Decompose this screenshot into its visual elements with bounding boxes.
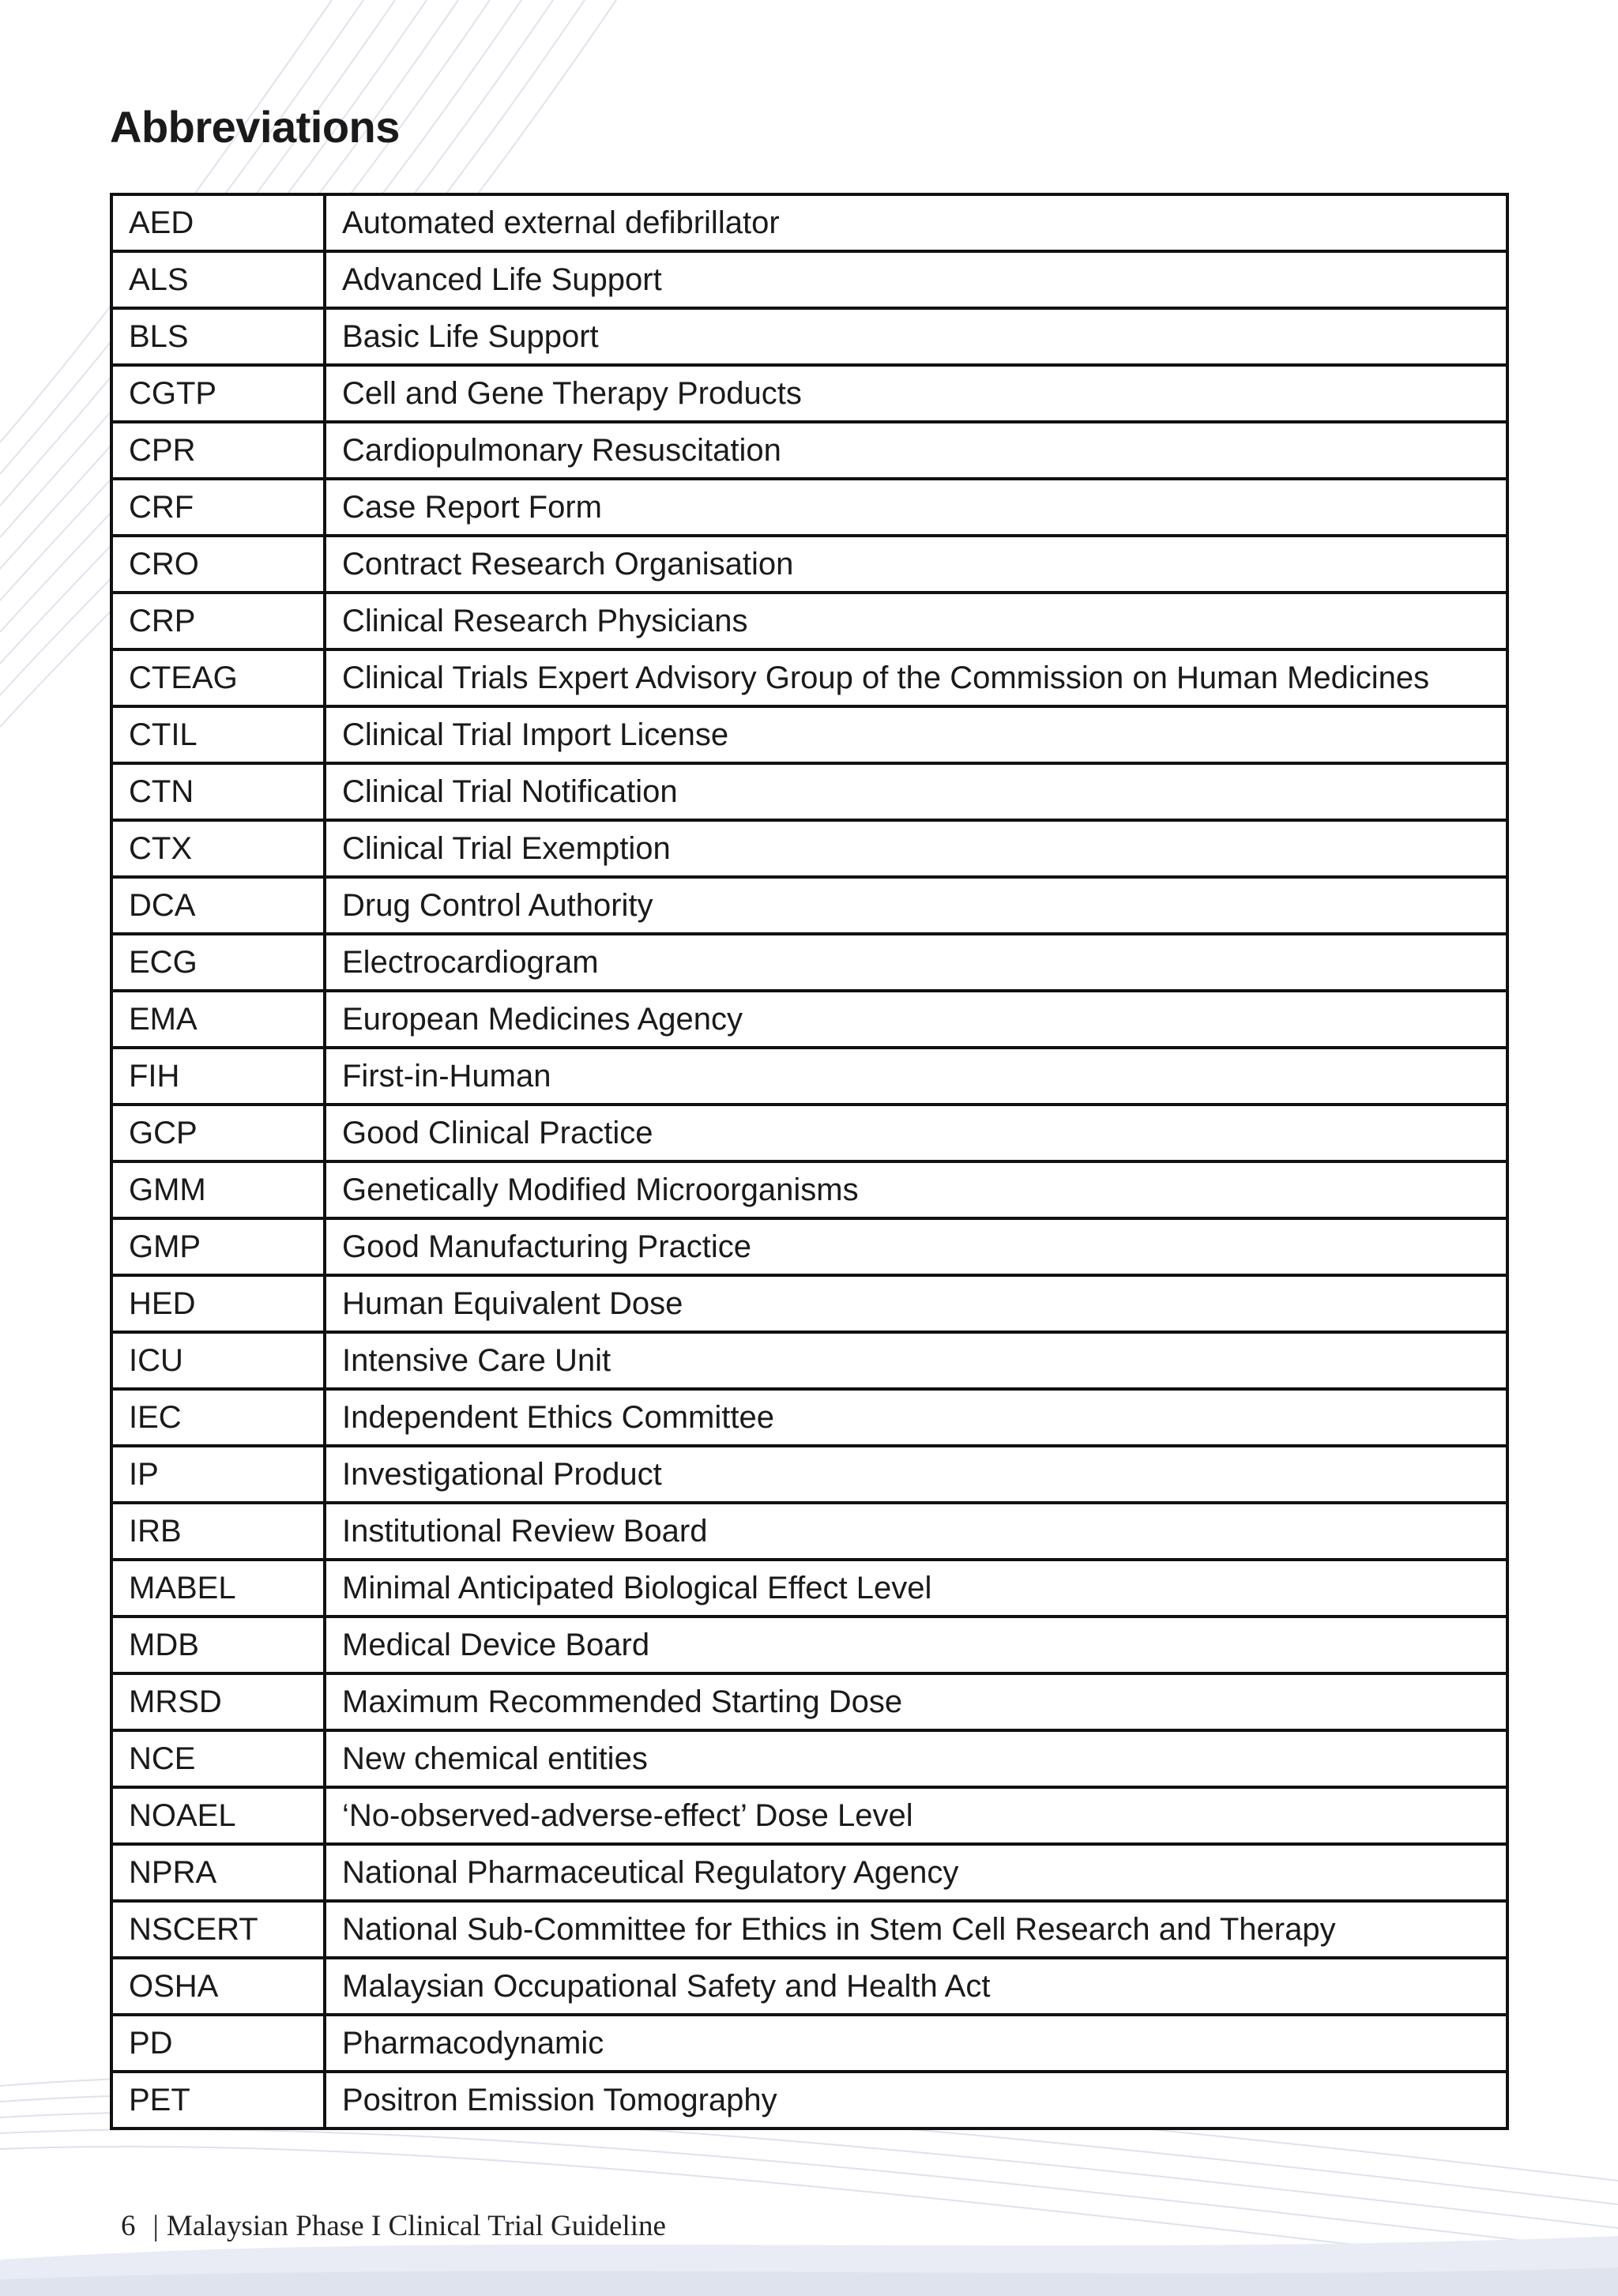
abbreviation-cell: MRSD <box>111 1673 325 1730</box>
meaning-cell: Case Report Form <box>325 479 1507 536</box>
abbreviation-cell: CPR <box>111 422 325 479</box>
table-row <box>111 1673 1507 1730</box>
table-row <box>111 365 1507 422</box>
table-row <box>111 1787 1507 1844</box>
table-row <box>111 877 1507 934</box>
abbreviation-cell: DCA <box>111 877 325 934</box>
meaning-cell: Drug Control Authority <box>325 877 1507 934</box>
abbreviation-cell: ALS <box>111 251 325 308</box>
abbreviation-cell: NPRA <box>111 1844 325 1901</box>
table-row <box>111 194 1507 251</box>
table-row <box>111 1503 1507 1560</box>
abbreviation-cell: CRP <box>111 593 325 649</box>
page-footer <box>121 2209 666 2243</box>
abbreviation-cell: PET <box>111 2072 325 2129</box>
meaning-cell: Positron Emission Tomography <box>325 2072 1507 2129</box>
table-row <box>111 649 1507 706</box>
meaning-cell: Clinical Trials Expert Advisory Group of the Commission on Human Medicines <box>325 649 1507 706</box>
table-row <box>111 1560 1507 1617</box>
meaning-cell: Investigational Product <box>325 1446 1507 1503</box>
meaning-cell: European Medicines Agency <box>325 991 1507 1048</box>
page-title: Abbreviations <box>110 102 400 152</box>
abbreviation-cell: HED <box>111 1275 325 1332</box>
table-row <box>111 1275 1507 1332</box>
abbreviation-cell: AED <box>111 194 325 251</box>
abbreviation-cell: CTIL <box>111 706 325 763</box>
table-row <box>111 763 1507 820</box>
abbreviation-cell: CRF <box>111 479 325 536</box>
meaning-cell: Clinical Research Physicians <box>325 593 1507 649</box>
meaning-cell: ‘No-observed-adverse-effect’ Dose Level <box>325 1787 1507 1844</box>
table-row <box>111 1218 1507 1275</box>
abbreviation-cell: NSCERT <box>111 1901 325 1958</box>
table-row <box>111 706 1507 763</box>
abbreviation-cell: CGTP <box>111 365 325 422</box>
table-row <box>111 422 1507 479</box>
meaning-cell: Advanced Life Support <box>325 251 1507 308</box>
abbreviation-cell: MDB <box>111 1617 325 1673</box>
abbreviation-cell: GMM <box>111 1161 325 1218</box>
abbreviation-cell: FIH <box>111 1048 325 1105</box>
meaning-cell: Electrocardiogram <box>325 934 1507 991</box>
meaning-cell: New chemical entities <box>325 1730 1507 1787</box>
meaning-cell: Contract Research Organisation <box>325 536 1507 593</box>
page-number: 6 <box>121 2210 136 2242</box>
abbreviation-cell: PD <box>111 2015 325 2072</box>
abbreviation-cell: GMP <box>111 1218 325 1275</box>
abbreviation-cell: BLS <box>111 308 325 365</box>
abbreviation-cell: GCP <box>111 1105 325 1161</box>
meaning-cell: Clinical Trial Notification <box>325 763 1507 820</box>
table-row <box>111 536 1507 593</box>
meaning-cell: National Pharmaceutical Regulatory Agency <box>325 1844 1507 1901</box>
abbreviation-cell: OSHA <box>111 1958 325 2015</box>
table-row <box>111 1901 1507 1958</box>
abbreviations-table-body <box>111 194 1507 2129</box>
meaning-cell: Independent Ethics Committee <box>325 1389 1507 1446</box>
table-row <box>111 2072 1507 2129</box>
table-row <box>111 1730 1507 1787</box>
document-title: Malaysian Phase I Clinical Trial Guideline <box>166 2210 666 2242</box>
table-row <box>111 1048 1507 1105</box>
abbreviation-cell: CTEAG <box>111 649 325 706</box>
meaning-cell: Clinical Trial Import License <box>325 706 1507 763</box>
table-row <box>111 479 1507 536</box>
table-row <box>111 1105 1507 1161</box>
abbreviation-cell: NCE <box>111 1730 325 1787</box>
meaning-cell: National Sub-Committee for Ethics in Stem Cell Research and Therapy <box>325 1901 1507 1958</box>
abbreviation-cell: CTX <box>111 820 325 877</box>
meaning-cell: Cell and Gene Therapy Products <box>325 365 1507 422</box>
meaning-cell: Medical Device Board <box>325 1617 1507 1673</box>
meaning-cell: Cardiopulmonary Resuscitation <box>325 422 1507 479</box>
meaning-cell: Malaysian Occupational Safety and Health Act <box>325 1958 1507 2015</box>
table-row <box>111 934 1507 991</box>
abbreviations-table <box>110 193 1509 2130</box>
table-row <box>111 1844 1507 1901</box>
table-row <box>111 251 1507 308</box>
meaning-cell: Good Manufacturing Practice <box>325 1218 1507 1275</box>
footer-separator: | <box>152 2210 159 2242</box>
abbreviation-cell: EMA <box>111 991 325 1048</box>
abbreviation-cell: NOAEL <box>111 1787 325 1844</box>
meaning-cell: Intensive Care Unit <box>325 1332 1507 1389</box>
table-row <box>111 1389 1507 1446</box>
table-row <box>111 1958 1507 2015</box>
meaning-cell: Maximum Recommended Starting Dose <box>325 1673 1507 1730</box>
meaning-cell: Automated external defibrillator <box>325 194 1507 251</box>
abbreviation-cell: ICU <box>111 1332 325 1389</box>
meaning-cell: Clinical Trial Exemption <box>325 820 1507 877</box>
table-row <box>111 820 1507 877</box>
meaning-cell: Institutional Review Board <box>325 1503 1507 1560</box>
abbreviation-cell: MABEL <box>111 1560 325 1617</box>
table-row <box>111 991 1507 1048</box>
meaning-cell: First-in-Human <box>325 1048 1507 1105</box>
meaning-cell: Genetically Modified Microorganisms <box>325 1161 1507 1218</box>
table-row <box>111 1332 1507 1389</box>
abbreviation-cell: IRB <box>111 1503 325 1560</box>
table-row <box>111 2015 1507 2072</box>
abbreviation-cell: ECG <box>111 934 325 991</box>
meaning-cell: Pharmacodynamic <box>325 2015 1507 2072</box>
table-row <box>111 308 1507 365</box>
meaning-cell: Good Clinical Practice <box>325 1105 1507 1161</box>
meaning-cell: Human Equivalent Dose <box>325 1275 1507 1332</box>
abbreviation-cell: IEC <box>111 1389 325 1446</box>
table-row <box>111 1446 1507 1503</box>
abbreviation-cell: CTN <box>111 763 325 820</box>
table-row <box>111 1161 1507 1218</box>
table-row <box>111 1617 1507 1673</box>
meaning-cell: Basic Life Support <box>325 308 1507 365</box>
abbreviation-cell: IP <box>111 1446 325 1503</box>
meaning-cell: Minimal Anticipated Biological Effect Level <box>325 1560 1507 1617</box>
abbreviation-cell: CRO <box>111 536 325 593</box>
table-row <box>111 593 1507 649</box>
